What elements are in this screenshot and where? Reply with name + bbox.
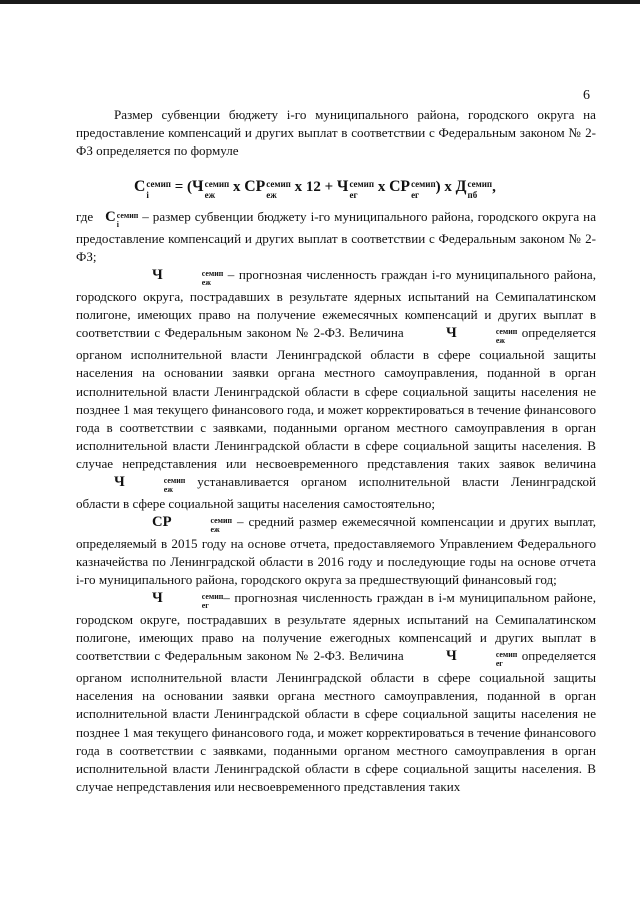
symbol-ch-eg: Ч семип ег [446,648,518,669]
symbol-d-pb: Д семип пб [455,178,493,201]
formula-open-paren: ( [187,179,193,196]
formula-times: х [294,179,303,196]
intro-paragraph: Размер субвенции бюджету i-го муниципального района, городского округа на предоставление компенсаций и других выплат в соответствии с Федеральным законом № 2-ФЗ определяется по формуле [76,107,596,159]
symbol-sr-ezh: СР семип еж [244,178,291,201]
top-border [0,0,640,4]
symbol-sr-ezh: СР семип еж [152,514,233,534]
symbol-c-i: С семип i [134,178,171,201]
page-number: 6 [583,88,590,103]
formula-twelve: 12 [305,179,321,196]
symbol-sr-eg: СР семип ег [389,178,436,201]
document-body [76,106,596,796]
formula-times: х [377,179,386,196]
formula-equals: = [174,179,184,196]
formula-plus: + [324,179,334,196]
formula-times: х [444,179,452,196]
where-label: где [76,209,94,225]
symbol-ch-ezh: Ч семип еж [152,267,224,288]
definition-c-i: где С семип i – размер субвенции бюджету i-го муниципального района, городского округа на предоставление компенсаций и других выплат в соответствии с Федеральным законом № 2-ФЗ; [76,209,597,265]
formula-times: х [232,179,241,196]
symbol-ch-ezh: Ч семип еж [114,474,186,494]
symbol-ch-eg: Ч семип ег [336,178,375,201]
symbol-ch-ezh: Ч семип еж [446,325,518,346]
symbol-c-i: С семип i [105,209,139,230]
symbol-ch-ezh: Ч семип еж [192,178,230,201]
formula-close-paren: ) [435,179,441,196]
definition-sr-ezh: СР семип еж – средний размер ежемесячной компенсации и других выплат, определяемый в 2015 году на основе отчета, предоставляемого Управлением Федерального казначейства по Ленинградской области в 2016 году и последующие годы на основе отчета i-го муниципального района, городского округа за предшествующий финансовый год; [76,514,596,588]
subvention-formula [76,172,596,202]
definition-ch-ezh: Ч семип еж – прогнозная численность граждан i-го муниципального района, городского округа, пострадавших в результате ядерных испытаний на Семипалатинском полигоне, имеющих право на получение ежемесячных компенсаций и других выплат в соответствии с Федеральным законом № 2-ФЗ. Величина Ч семип еж определяется органом исполнительной власти Ленинградской области в сфере социальной защиты населения на основании заявки органа местного самоуправления, поданной в орган исполнительной власти Ленинградской области в сфере социальной защиты населения не позднее 1 мая текущего финансового года, и может корректироваться в течение финансового года в соответствии с заявками, поданными органом местного самоуправления в орган исполнительной власти Ленинградской области в сфере социальной защиты населения. В случае непредставления или несвоевременного представления таких заявок величина Ч семип еж устанавливается органом исполнительной власти Ленинградской области в сфере социальной защиты населения самостоятельно; [76,267,596,511]
symbol-ch-eg: Ч семип ег [152,590,224,611]
formula-end-comma: , [492,179,496,196]
definition-ch-eg: Ч семип ег – прогнозная численность граждан в i-м муниципальном районе, городском округе, пострадавших в результате ядерных испытаний на Семипалатинском полигоне, имеющих право на получение ежегодных компенсаций и других выплат в соответствии с Федеральным законом № 2-ФЗ. Величина Ч семип ег определяется органом исполнительной власти Ленинградской области в сфере социальной защиты населения на основании заявки органа местного самоуправления, поданной в орган исполнительной власти Ленинградской области в сфере социальной защиты населения не позднее 1 мая текущего финансового года, и может корректироваться в течение финансового года в соответствии с заявками, поданными органом местного самоуправления в орган исполнительной власти Ленинградской области в сфере социальной защиты населения. В случае непредставления или несвоевременного представления таких [76,590,596,794]
